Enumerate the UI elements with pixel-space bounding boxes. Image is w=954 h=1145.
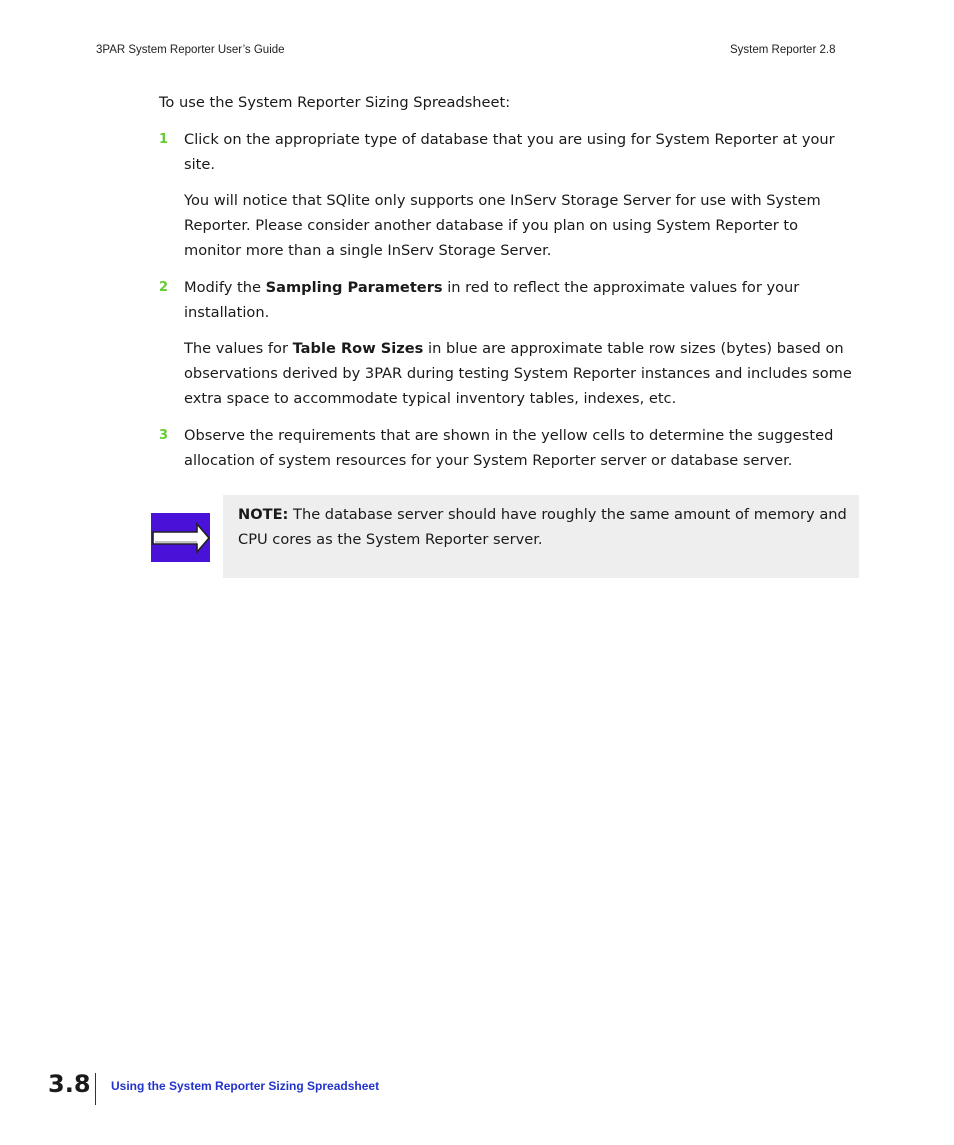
note-text — [238, 503, 850, 553]
table-row-sizes-term: Table Row Sizes — [292, 340, 424, 358]
footer-divider — [95, 1073, 96, 1105]
step-text-end: in red to reflect the approximate values for your installation. — [184, 278, 800, 321]
step-number: 1 — [159, 131, 169, 147]
step-3 — [159, 424, 859, 474]
arrow-right-icon-graphic — [151, 513, 210, 562]
step-2 — [159, 276, 859, 412]
step-text — [184, 276, 859, 326]
step-text: Click on the appropriate type of database that you are using for System Reporter at your site. — [184, 130, 835, 173]
note-box — [223, 495, 859, 578]
step-text: Observe the requirements that are shown in the yellow cells to determine the suggested allocation of system resources for your System Reporter server or database server. — [184, 426, 834, 469]
running-header-version: System Reporter 2.8 — [730, 44, 836, 56]
arrow-right-icon — [151, 513, 210, 562]
note-body: The database server should have roughly the same amount of memory and CPU cores as the System Reporter server. — [238, 506, 847, 548]
step-number: 2 — [159, 279, 169, 295]
step-detail-end: in blue are approximate table row sizes (bytes) based on observations derived by 3PAR during testing System Reporter instances and includes some extra space to accommodate typical inventory tables, indexes, etc. — [184, 340, 852, 407]
step-detail — [184, 337, 859, 411]
footer-section-title: Using the System Reporter Sizing Spreadsheet — [111, 1079, 380, 1093]
step-number: 3 — [159, 427, 169, 443]
step-text-start: Modify the — [184, 278, 266, 296]
step-1 — [159, 128, 859, 264]
step-detail-start: The values for — [184, 340, 293, 358]
intro-paragraph: To use the System Reporter Sizing Spreadsheet: — [159, 94, 511, 111]
step-detail: You will notice that SQlite only supports one InServ Storage Server for use with System Reporter. Please consider another database if you plan on using System Reporter to monitor more than a single InServ Storage Server. — [184, 192, 821, 259]
sampling-parameters-term: Sampling Parameters — [265, 278, 443, 296]
running-header-title: 3PAR System Reporter User’s Guide — [96, 44, 285, 56]
page-number: 3.8 — [48, 1070, 91, 1098]
note-label: NOTE: — [238, 506, 289, 523]
page-content — [159, 91, 859, 485]
